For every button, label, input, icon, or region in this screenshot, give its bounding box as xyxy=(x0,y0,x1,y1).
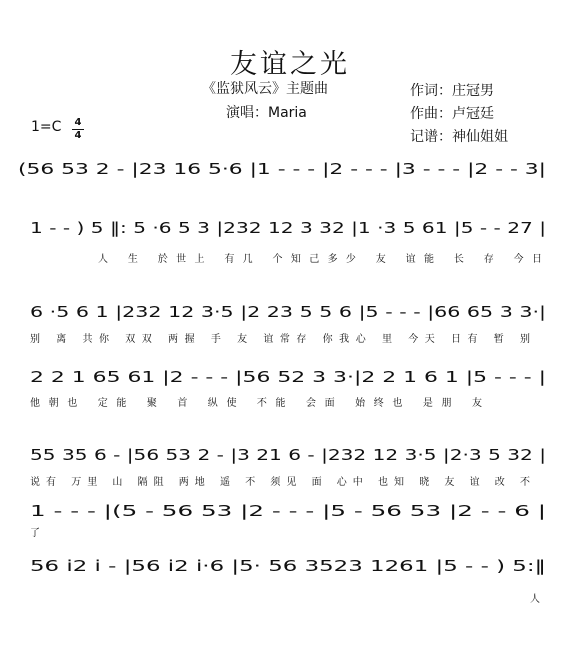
notation-line-4: 2 2 1 65 61 |2 - - - |56 52 3 3·|2 2 1 6 1 |5 - - - | xyxy=(30,368,546,386)
lyrics-line-6: 了 xyxy=(30,528,40,539)
lyrics-line-5: 说有 万里 山 隔阻 两地 遥 不 须见 面 心中 也知 晓 友 谊 改 不 xyxy=(30,477,530,488)
time-signature-bottom: 4 xyxy=(74,130,82,141)
score-line-7 xyxy=(30,557,546,605)
score-line-1 xyxy=(18,160,546,178)
singer-credit: 演唱：Maria xyxy=(226,105,307,121)
score-line-3 xyxy=(30,303,546,345)
score-line-5 xyxy=(30,446,546,488)
song-subtitle: 《监狱风云》主题曲 xyxy=(202,81,328,97)
notation-line-2: 1 - - ) 5 ‖: 5 ·6 5 3 |232 12 3 32 |1 ·3 5 61 |5 - - 27 | xyxy=(30,219,546,237)
lyrics-line-3: 别 离 共你 双双 两握 手 友 谊常存 你我心 里 今天 日有 暂 别 xyxy=(30,334,531,345)
notation-line-6: 1 - - - |(5 - 56 53 |2 - - - |5 - 56 53 |2 - - 6 | xyxy=(30,502,546,520)
notation-line-1: (56 53 2 - |23 16 5·6 |1 - - - |2 - - - |3 - - - |2 - - 3| xyxy=(18,160,546,178)
lyrics-line-4: 他朝也 定能 聚 首 纵使 不能 会面 始终也 是朋 友 xyxy=(30,398,482,409)
composer-credit: 作曲：卢冠廷 xyxy=(410,106,494,122)
lyrics-line-2: 人 生 於世上 有几 个知己多少 友 谊能 长 存 今日 xyxy=(98,254,543,265)
key-signature: 1=C xyxy=(31,119,62,135)
lyrics-line-7: 人 xyxy=(530,594,540,605)
song-title: 友谊之光 xyxy=(230,49,350,80)
score-line-6 xyxy=(30,502,546,539)
time-signature-top: 4 xyxy=(74,117,82,128)
transcriber-credit: 记谱：神仙姐姐 xyxy=(410,129,508,145)
notation-line-5: 55 35 6 - |56 53 2 - |3 21 6 - |232 12 3·5 |2·3 5 32 | xyxy=(30,446,546,464)
notation-line-3: 6 ·5 6 1 |232 12 3·5 |2 23 5 5 6 |5 - - - |66 65 3 3·| xyxy=(30,303,546,321)
score-line-2 xyxy=(30,219,546,265)
notation-line-7: 56 i2 i - |56 i2 i·6 |5· 56 3523 1261 |5 - - ) 5:‖ xyxy=(30,557,546,575)
lyricist-credit: 作词：庄冠男 xyxy=(410,83,494,99)
score-line-4 xyxy=(30,368,546,409)
